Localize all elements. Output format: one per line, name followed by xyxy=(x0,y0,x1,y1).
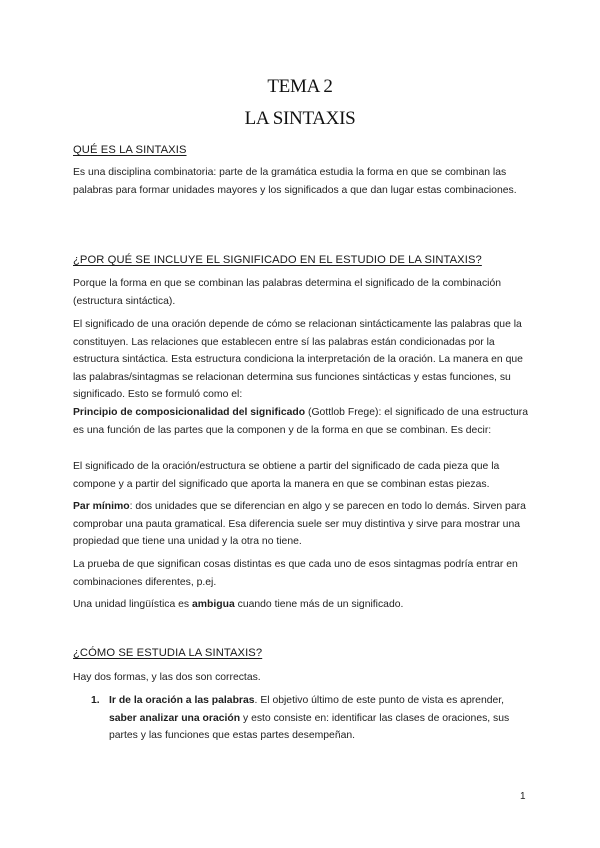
par-minimo-term: Par mínimo xyxy=(73,501,130,512)
paragraph-prueba: La prueba de que significan cosas distintas es que cada uno de esos sintagmas podría entrar en combinaciones diferentes, p.ej. xyxy=(73,559,518,588)
section-heading-como: ¿CÓMO SE ESTUDIA LA SINTAXIS? xyxy=(73,647,263,659)
item1-term2: saber analizar una oración xyxy=(109,712,241,724)
paragraph-par-minimo xyxy=(73,498,529,551)
paragraph-porque: Porque la forma en que se combinan las palabras determina el significado de la combinación (estructura sintáctica). xyxy=(73,278,501,307)
paragraph-es-decir: El significado de la oración/estructura se obtiene a partir del significado de cada pieza que la compone y a partir del significado que aporta la manera en que se combinan estas piezas. xyxy=(73,461,500,490)
page-number: 1 xyxy=(520,791,526,802)
ambigua-term: ambigua xyxy=(192,599,235,610)
principio-text: (Gottlob Frege): el significado de una estructura es una función de las partes que la componen y de la forma en que se combinan. Es decir: xyxy=(73,407,529,436)
ambigua-text-b: cuando tiene más de un significado. xyxy=(234,599,404,610)
par-minimo-text: : dos unidades que se diferencian en algo y se parecen en todo lo demás. Sirven para comprobar una pauta gramatical. Esa diferencia suele ser muy distintiva y sirve para mostrar una propiedad que tiene una unidad y la otra no tiene. xyxy=(73,501,526,548)
item1-term: Ir de la oración a las palabras xyxy=(109,695,255,706)
paragraph-significado-oracion: El significado de una oración depende de cómo se relacionan sintácticamente las palabras que la constituyen. Las relaciones que establecen entre sí las palabras están condicionadas por la estructura sintáctica. Esta estructura condiciona la interpretación de la oración. La manera en que las palabras/sintagmas se relacionan determina sus funciones sintácticas y estas funciones, su significado. Esto se formuló como el: xyxy=(73,319,523,401)
paragraph-definition: Es una disciplina combinatoria: parte de la gramática estudia la forma en que se combinan las palabras para formar unidades mayores y los significados a que dan lugar estas combinaciones. xyxy=(73,167,517,196)
document-title: TEMA 2 xyxy=(267,76,333,97)
paragraph-principio xyxy=(73,404,529,439)
section-heading-que-es: QUÉ ES LA SINTAXIS xyxy=(73,144,187,156)
list-item-body xyxy=(109,692,533,745)
item1-text-b: y esto consiste en: identificar las clases de oraciones, sus partes y las funciones que estas partes desempeñan. xyxy=(109,712,510,742)
principio-term: Principio de composicionalidad del significado xyxy=(73,407,306,418)
paragraph-ambigua xyxy=(73,596,529,614)
list-item-number: 1. xyxy=(91,695,100,706)
paragraph-dos-formas: Hay dos formas, y las dos son correctas. xyxy=(73,672,261,683)
section-heading-por-que: ¿POR QUÉ SE INCLUYE EL SIGNIFICADO EN EL ESTUDIO DE LA SINTAXIS? xyxy=(73,254,482,266)
document-subtitle: LA SINTAXIS xyxy=(244,108,356,129)
item1-text-a: . El objetivo último de este punto de vista es aprender, xyxy=(254,695,505,706)
ambigua-text-a: Una unidad lingüística es xyxy=(73,599,192,610)
